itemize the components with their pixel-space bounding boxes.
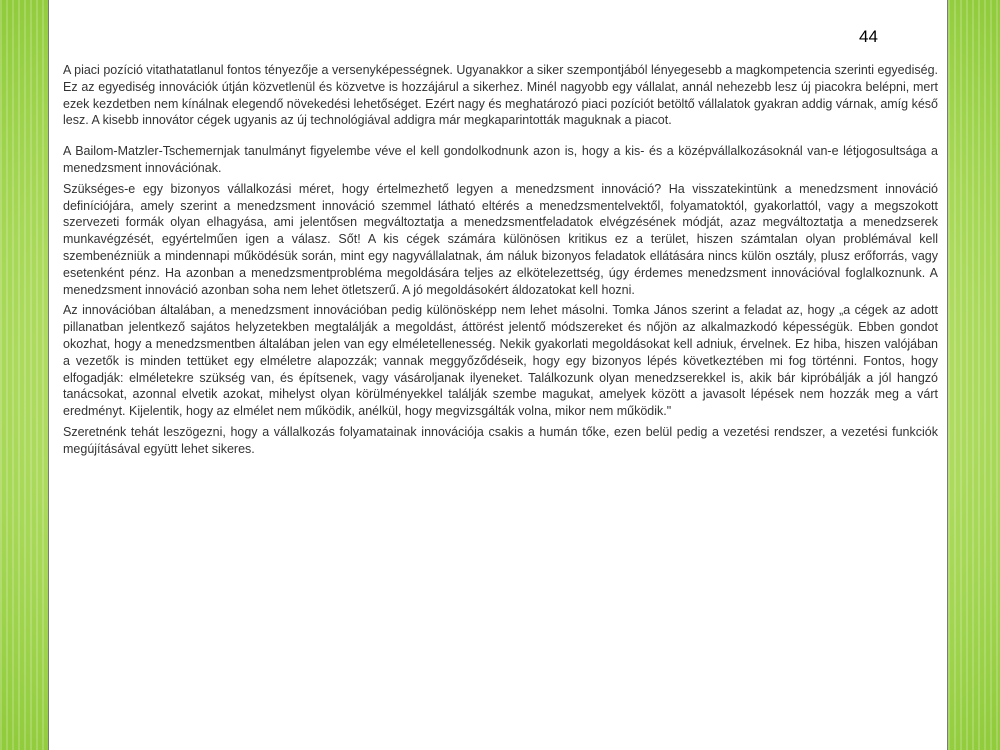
left-decorative-stripes (0, 0, 48, 750)
page-number: 44 (859, 27, 878, 46)
body-text (63, 62, 938, 462)
paragraph-3: Szükséges-e egy bizonyos vállalkozási méret, hogy értelmezhető legyen a menedzsment innováció? Ha visszatekintünk a menedzsment innováció definíciójára, amely szerint a menedzsment innováció szemmel látható eltérés a menedzsmentelvektől, folyamatoktól, gyakorlattól, vagy a megszokott szervezeti formák olyan elhagyása, ami jelentősen megváltoztatja a menedzsmentfeladatok elvégzésének módját, azaz megváltoztatja a menedzserek munkavégzését, egyértelműen igen a válasz. Sőt! A kis cégek számára különösen kritikus ez a terület, hiszen számtalan olyan problémával kell szembenézniük a mindennapi működésük során, mint egy nagyvállalatnak, ám náluk bizonyos feladatok ellátására nincs külön osztály, plusz erőforrás, vagy esetenként pénz. Ha azonban a menedzsmentprobléma megoldására teljes az elkötelezettség, úgy érdemes menedzsment innovációval foglalkoznunk. A menedzsment innováció azonban soha nem lehet ötletszerű. A jó megoldásokért áldozatokat kell hozni. (63, 181, 938, 297)
paragraph-4: Az innovációban általában, a menedzsment innovációban pedig különösképp nem lehet másolni. Tomka János szerint a feladat az, hogy „a cégek az adott pillanatban jelentkező sajátos helyzetekben megtalálják a megoldást, áttörést jelentő módszereket és nőjön az alkalmazkodó képességük. Ebben gondot okozhat, hogy a menedzsmentben általában jelen van egy elméletellenesség. Nekik gyakorlati megoldásokat kell adniuk, érvelnek. Ez hiba, hiszen valójában a vezetők is minden tettüket egy elméletre alapozzák; vannak meggyőződéseik, hogy egy bizonyos lépés következtében mi fog történni. Fontos, hogy elfogadják: elméletekre szükség van, és építsenek, vagy vásároljanak ilyeneket. Találkozunk olyan menedzserekkel is, akik bár kipróbálják a jól hangzó tanácsokat, azonnal elvetik azokat, mihelyst olyan körülményekkel találják szembe magukat, amelyek között a javasolt lépések nem hozzák meg a várt eredményt. Kijelentik, hogy az elmélet nem működik, anélkül, hogy megvizsgálták volna, mikor nem működik." (63, 303, 938, 419)
slide-page (48, 0, 948, 750)
paragraph-2: A Bailom-Matzler-Tschemernjak tanulmányt figyelembe véve el kell gondolkodnunk azon is, hogy a kis- és a középvállalkozásoknál van-e létjogosultsága a menedzsment innovációnak. (63, 144, 938, 175)
paragraph-5: Szeretnénk tehát leszögezni, hogy a vállalkozás folyamatainak innovációja csakis a humán tőke, ezen belül pedig a vezetési rendszer, a vezetési funkciók megújításával együtt lehet sikeres. (63, 424, 938, 456)
paragraph-1: A piaci pozíció vitathatatlanul fontos tényezője a versenyképességnek. Ugyanakkor a siker szempontjából lényegesebb a magkompetencia szerinti egyediség. Ez az egyediség innovációk útján közvetlenül és közvetve is hozzájárul a sikerhez. Minél nagyobb egy vállalat, annál nehezebb lesz új piacokra belépni, mert ezek kezdetben nem kínálnak elegendő növekedési lehetőséget. Ezért nagy és meghatározó piaci pozíciót betöltő vállalatok gyakran addig várnak, amíg késő lesz. A kisebb innovátor cégek ugyanis az új technológiával addigra már megkaparintották maguknak a piacot. (63, 63, 938, 128)
right-decorative-stripes (948, 0, 1000, 750)
